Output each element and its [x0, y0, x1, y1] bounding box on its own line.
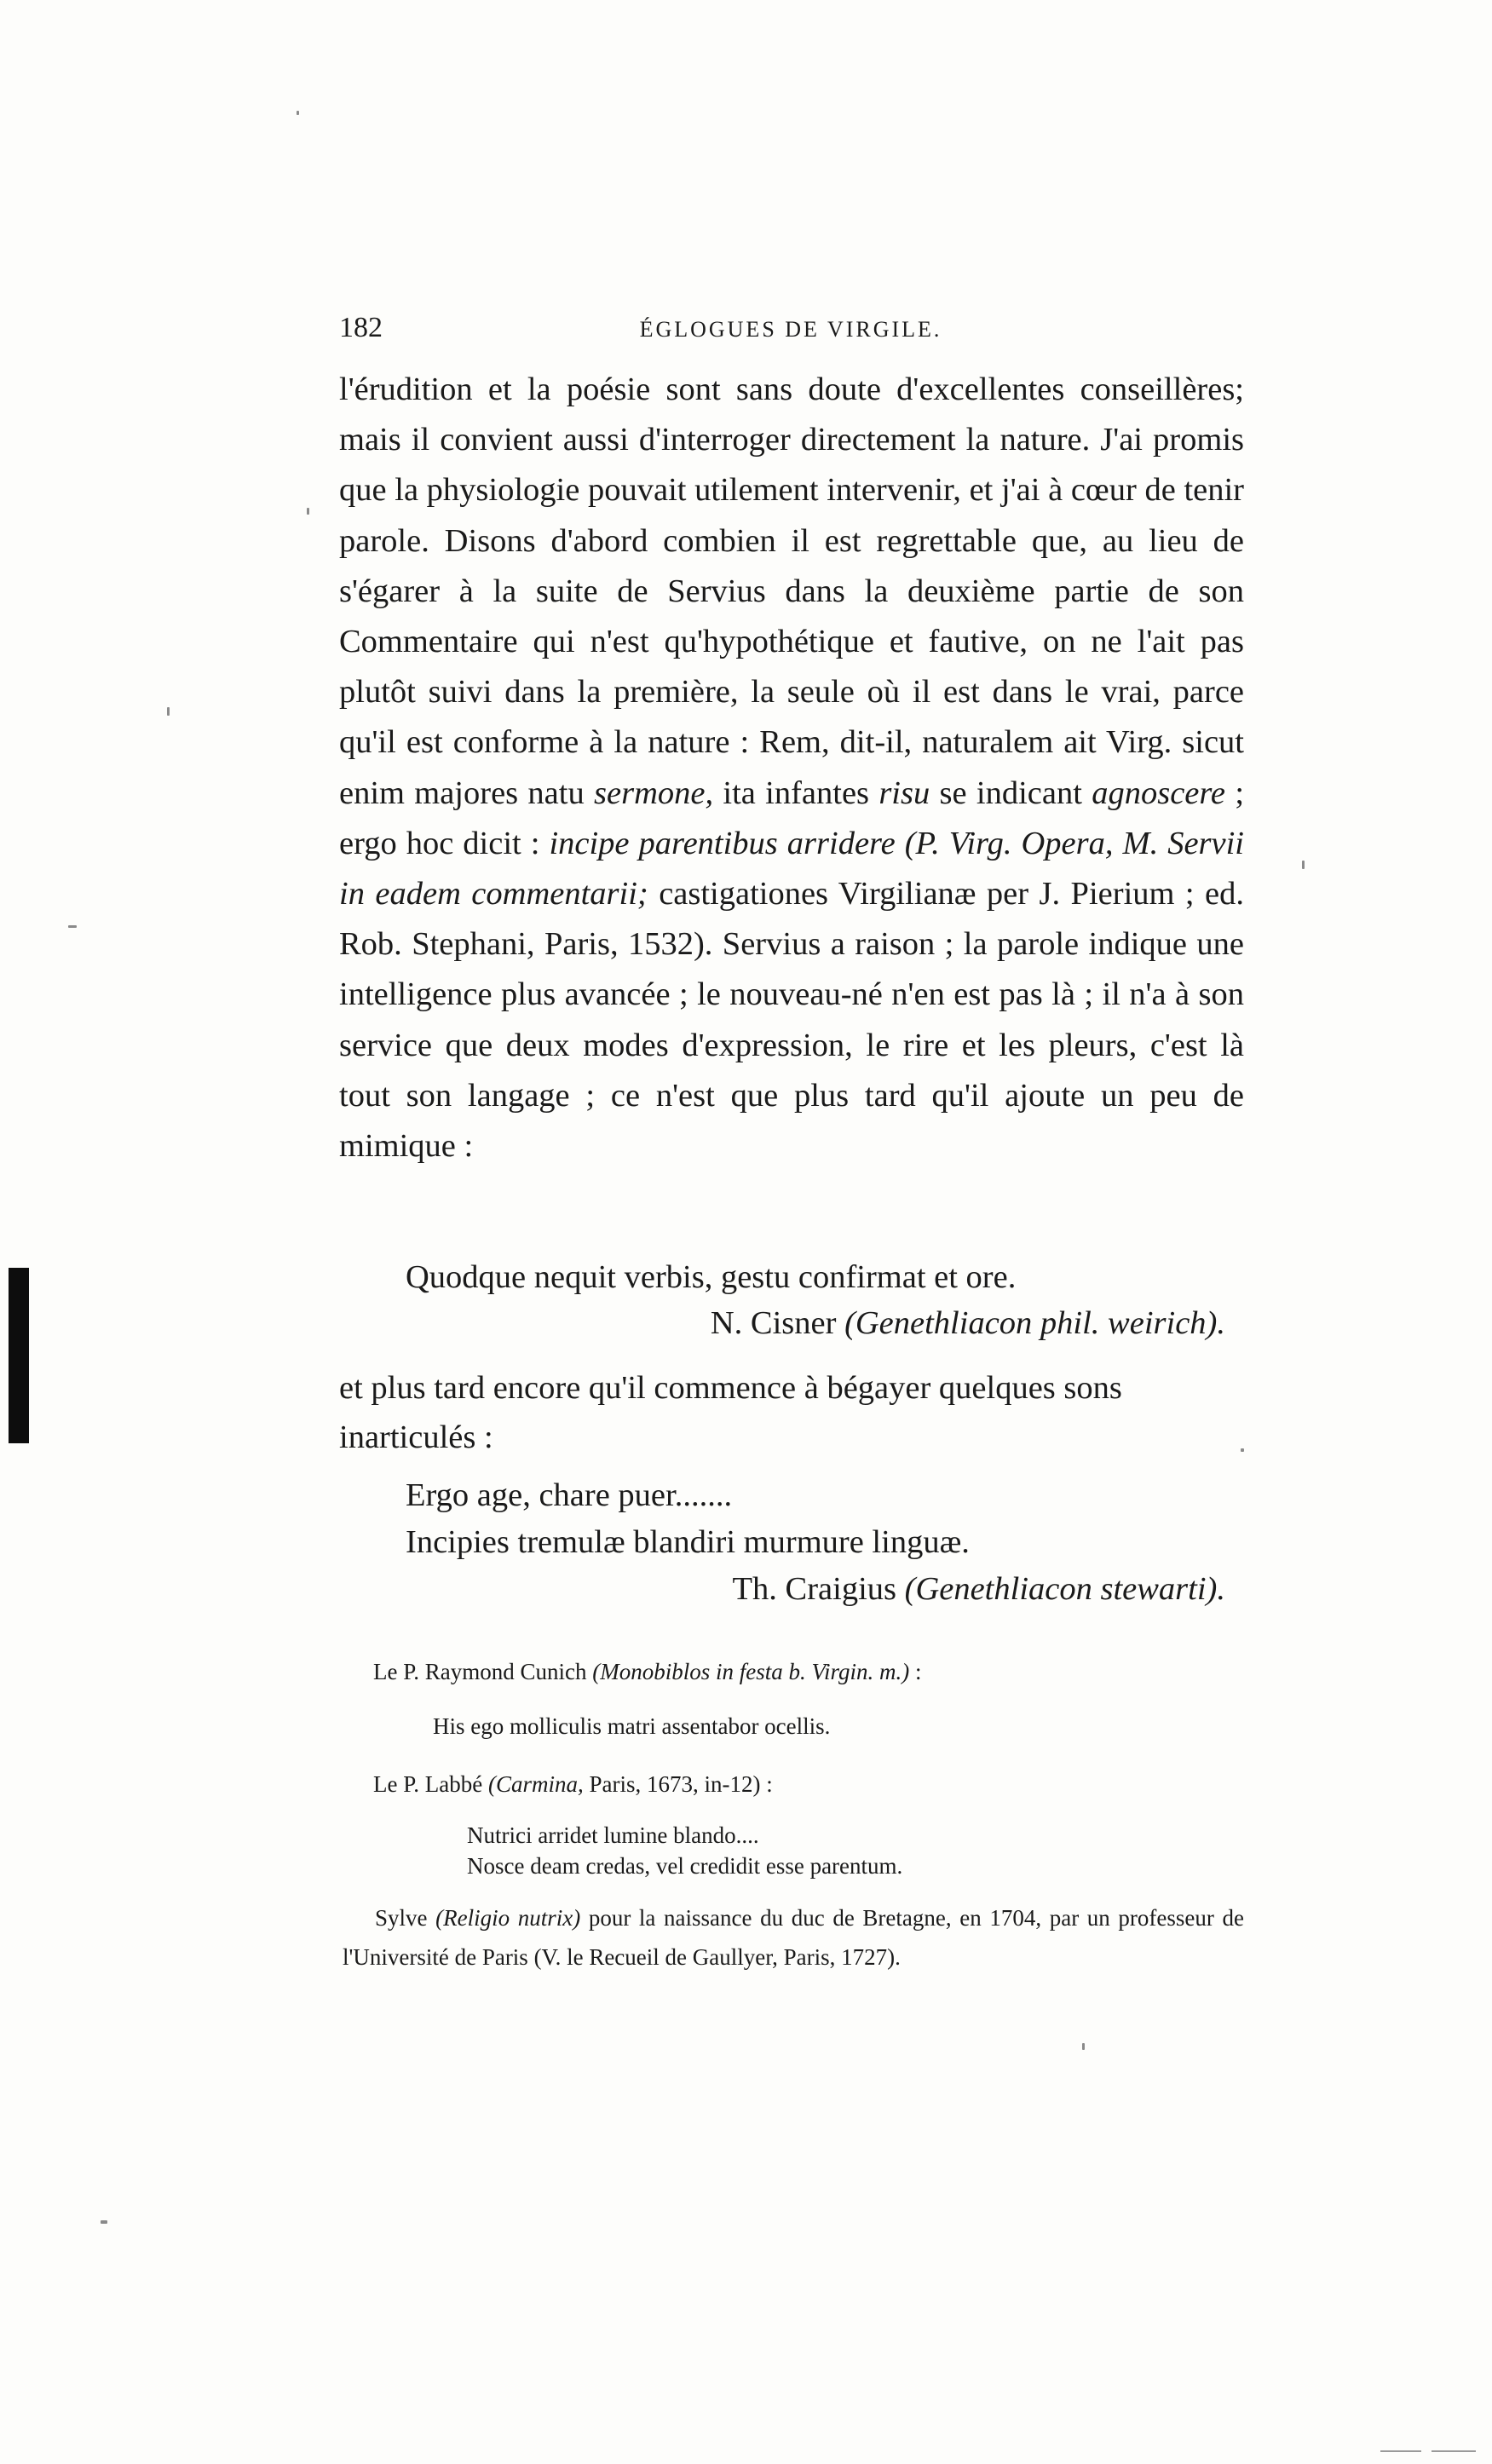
scan-speck: [68, 925, 77, 928]
footnote-quote: Nosce deam credas, vel credidit esse parentum.: [467, 1853, 903, 1879]
footnote-text: Le P. Labbé: [373, 1771, 488, 1797]
attribution-author: N. Cisner: [710, 1305, 845, 1341]
footnote-quote: Nutrici arridet lumine blando....: [467, 1822, 759, 1848]
footnote-quote: His ego molliculis matri assentabor ocellis.: [433, 1713, 831, 1739]
paragraph-italic: risu: [878, 774, 930, 811]
quote-verse: Quodque nequit verbis, gestu confirmat et ore.: [406, 1259, 1017, 1295]
footnote-italic: (Carmina,: [487, 1771, 584, 1797]
paragraph-text: l'érudition et la poésie sont sans doute d'excellentes conseillères; mais il convient aussi d'interroger directement la nature. J'ai promis que la physiologie pouvait utilement intervenir, et j'ai à cœur de tenir parole. Disons d'abord combien il est regrettable que, au lieu de s'égarer à la suite de Servius dans la deuxième partie de son Commentaire qui n'est qu'hypothétique et fautive, on ne l'ait pas plutôt suivi dans la première, la seule où il est dans le vrai, parce qu'il est conforme à la nature : Rem, dit-il, naturalem ait Virg. sicut enim majores natu: [339, 371, 1244, 811]
footnote-text: pour la naissance du duc de Bretagne, en 1704, par un professeur de l'Université de Paris (V. le Recueil de Gaullyer, Paris, 1727).: [343, 1905, 1244, 1970]
scan-speck: [1082, 2043, 1085, 2050]
paragraph-text: ; ergo hoc dicit :: [339, 774, 1245, 861]
page-header: [339, 312, 1242, 354]
quote-verse: Incipies tremulæ blandiri murmure linguæ.: [406, 1524, 970, 1560]
footnote-text: :: [909, 1659, 922, 1684]
attribution-author: Th. Craigius: [732, 1571, 905, 1607]
main-paragraph: [339, 365, 1244, 1172]
footnote: [373, 1767, 773, 1801]
footnote: [343, 1898, 1244, 1977]
footnote-italic: (Religio nutrix): [435, 1905, 581, 1931]
quote-verse: Ergo age, chare puer.......: [406, 1477, 733, 1513]
second-paragraph: et plus tard encore qu'il commence à bégayer quelques sons inarticulés :: [339, 1370, 1122, 1455]
page-number: 182: [339, 312, 383, 343]
paragraph-italic: incipe parentibus arridere (P. Virg. Opera, M. Servii in eadem commentarii;: [339, 825, 1244, 912]
footnote-text: Paris, 1673, in-12) :: [583, 1771, 773, 1797]
scan-rule: [1432, 2450, 1476, 2452]
paragraph-text: se indicant: [930, 774, 1092, 811]
paragraph-italic: agnoscere: [1092, 774, 1226, 811]
paragraph-text: ita infantes: [713, 774, 879, 811]
footnote-italic: (Monobiblos in festa b. Virgin. m.): [592, 1659, 910, 1684]
scan-speck: [307, 508, 309, 515]
footnote: [373, 1655, 922, 1689]
footnote-text: Sylve: [375, 1905, 436, 1931]
paragraph-italic: sermone,: [594, 774, 714, 811]
scan-speck: [101, 2220, 107, 2224]
quote-attribution: [339, 1300, 1225, 1346]
scan-speck: [167, 707, 170, 716]
scan-speck: [1302, 861, 1305, 869]
footnote-text: Le P. Raymond Cunich: [373, 1659, 593, 1684]
paragraph-text: castigationes Virgilianæ per J. Pierium ; ed. Rob. Stephani, Paris, 1532). Servius a raison ; la parole indique une intelligence plus avancée ; le nouveau-né n'en est pas là ; il n'a à son service que deux modes d'expression, le rire et les pleurs, c'est là tout son langage ; ce n'est que plus tard qu'il ajoute un peu de mimique :: [339, 876, 1245, 1165]
scan-speck: [297, 111, 299, 115]
quote-attribution: [339, 1566, 1225, 1612]
running-title: ÉGLOGUES DE VIRGILE.: [639, 317, 942, 342]
scan-rule: [1380, 2450, 1421, 2452]
attribution-work: (Genethliacon phil. weirich).: [844, 1305, 1225, 1341]
scan-edge-mark: [9, 1268, 29, 1443]
attribution-work: (Genethliacon stewarti).: [904, 1571, 1225, 1607]
